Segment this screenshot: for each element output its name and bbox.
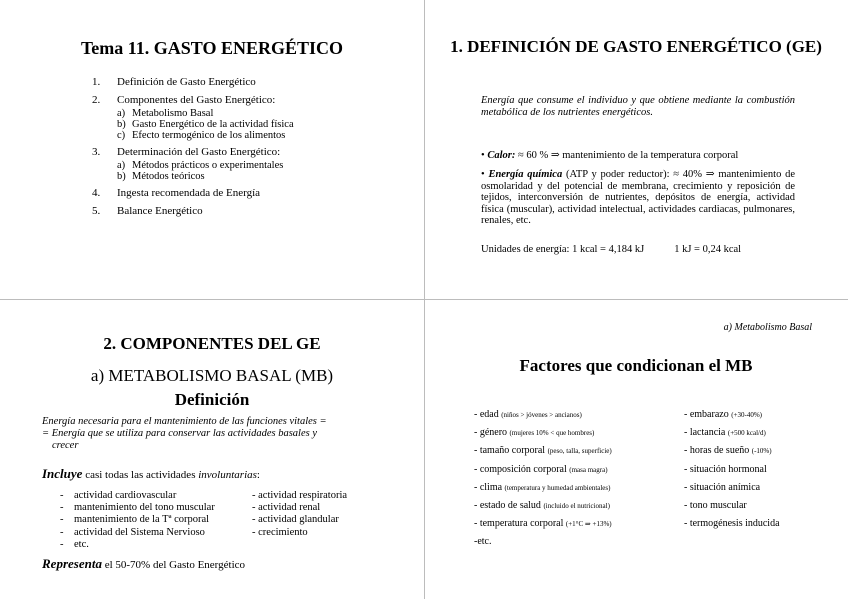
sublist-text: Métodos prácticos o experimentales [132, 160, 284, 171]
factor-note: (masa magra) [569, 465, 608, 474]
definition-line: crecer [52, 440, 79, 451]
slide-4 [424, 300, 848, 599]
activity-item: etc. [74, 538, 89, 550]
list-number: 5. [92, 205, 101, 217]
factor-note: (temperatura y humedad ambientales) [504, 483, 611, 492]
factor-name: - situación hormonal [684, 463, 767, 475]
factor-name: - termogénesis inducida [684, 518, 780, 530]
units-kcal: Unidades de energía: 1 kcal = 4,184 kJ [481, 244, 645, 255]
sublist-text: Efecto termogénico de los alimentos [132, 130, 286, 141]
sublist [117, 108, 294, 141]
factor-item [474, 461, 612, 479]
factors-right-column [684, 406, 780, 533]
factor-name: - horas de sueño [684, 445, 750, 457]
factor-name: - estado de salud [474, 500, 541, 512]
factor-name: - tamaño corporal [474, 445, 546, 457]
factor-name: - clima [474, 481, 503, 493]
activity-item: - actividad respiratoria [252, 490, 348, 501]
sublist-item [117, 130, 294, 141]
sublist-letter: c) [117, 130, 126, 141]
list-number: 2. [92, 94, 101, 106]
activity-row: - mantenimiento de la Tª corporal - actividad glandular [60, 514, 392, 526]
activity-item: actividad cardiovascular [74, 490, 177, 501]
slide-3-subtitle: a) METABOLISMO BASAL (MB) [90, 366, 334, 385]
representa-text: el 50-70% del Gasto Energético [104, 559, 246, 571]
energia-quimica-bullet: • Energía química (ATP y poder reductor): ≈ 40% ⇒ mantenimiento de osmolaridad y del potencial de membrana, crecimiento y reposición de tejidos, interconversión de nutrientes, depósitos de energía, actividad física (muscular), actividad intelectual, actividades cardiacas, pulmonares, renales, etc. [481, 169, 795, 226]
sublist [117, 160, 294, 182]
activity-item [252, 539, 392, 551]
activities-list [60, 490, 392, 551]
incluye-text: casi todas las actividades [85, 469, 196, 481]
units-kj: 1 kJ = 0,24 kcal [674, 244, 742, 255]
activity-item: - crecimiento [252, 526, 308, 538]
slide-1-title: Tema 11. GASTO ENERGÉTICO [80, 38, 344, 58]
factor-note: (+30-40%) [731, 411, 762, 419]
factor-item [474, 424, 612, 442]
sublist-text: Gasto Energético de la actividad física [132, 119, 294, 130]
sublist-item [117, 119, 294, 130]
activity-item: - actividad glandular [252, 514, 339, 526]
factor-item [474, 406, 612, 424]
factor-item [684, 497, 780, 515]
quimica-text: (ATP y poder reductor): ≈ 40% ⇒ mantenimiento de osmolaridad y del potencial de membrana, crecimiento y reposición de tejidos, interconversión de nutrientes, depósitos de energía, actividad física (muscular), actividad intelectual, actividades cardiacas, pulmonares, renales, etc. [481, 169, 795, 226]
activity-item: actividad del Sistema Nervioso [74, 526, 205, 538]
sublist-letter: b) [117, 171, 126, 182]
sublist-letter: b) [117, 119, 126, 130]
factor-name: - edad [474, 409, 499, 420]
list-text: Ingesta recomendada de Energía [117, 187, 261, 199]
factor-name: - situación anímica [684, 481, 761, 493]
sublist-item [117, 160, 294, 171]
sublist-item [117, 171, 294, 182]
factor-name: - lactancia [684, 427, 726, 439]
sublist-text: Metabolismo Basal [132, 108, 214, 119]
slide-3 [0, 300, 424, 599]
factors-left-column [474, 406, 612, 552]
list-item [92, 94, 294, 141]
quimica-label: Energía química [488, 169, 563, 180]
sublist-letter: a) [117, 160, 126, 171]
activity-item: mantenimiento del tono muscular [74, 502, 215, 514]
incluye-line [42, 466, 260, 482]
factor-name: - tono muscular [684, 500, 747, 512]
slide-3-heading: Definición [174, 390, 250, 409]
factor-note: (-10%) [751, 447, 772, 456]
factor-note: (incluido el nutricional) [543, 502, 610, 511]
factor-name: - género [474, 427, 508, 439]
factor-note: (peso, talla, superficie) [547, 447, 612, 456]
factor-name: - composición corporal [474, 463, 567, 475]
list-text: Definición de Gasto Energético [117, 76, 256, 88]
slide-2 [424, 0, 848, 299]
activity-row: - etc. [60, 539, 392, 551]
list-number: 1. [92, 76, 101, 88]
definition-line: Energía necesaria para el mantenimiento de las funciones vitales = [42, 416, 327, 427]
factor-item [474, 533, 612, 551]
representa-label: Representa [42, 556, 102, 571]
factor-item [684, 479, 780, 497]
definition-line: = Energía que se utiliza para conservar las actividades basales y [42, 428, 317, 439]
sublist-text: Métodos teóricos [132, 171, 205, 182]
representa-line [42, 556, 245, 572]
topics-list [92, 76, 294, 223]
activity-row: - mantenimiento del tono muscular - actividad renal [60, 502, 392, 514]
factor-item [474, 497, 612, 515]
factor-item [474, 515, 612, 533]
activity-row: - actividad cardiovascular - actividad respiratoria [60, 490, 392, 502]
factor-note: (+500 kcal/d) [727, 429, 766, 438]
calor-label: Calor: [487, 150, 516, 161]
factor-item [474, 479, 612, 497]
incluye-emphasis: involuntarias [198, 469, 257, 481]
sublist-item [117, 108, 294, 119]
mb-definition [42, 416, 392, 452]
ge-definition: Energía que consume el individuo y que obtiene mediante la combustión metabólica de los nutrientes energéticos. [481, 95, 795, 118]
section-note: a) Metabolismo Basal [723, 322, 812, 333]
list-text: Balance Energético [117, 205, 203, 217]
slide-2-title: 1. DEFINICIÓN DE GASTO ENERGÉTICO (GE) [450, 37, 822, 56]
slide-4-title: Factores que condicionan el MB [519, 356, 753, 375]
factor-item [684, 424, 780, 442]
sublist-letter: a) [117, 108, 126, 119]
calor-text: ≈ 60 % ⇒ mantenimiento de la temperatura corporal [517, 150, 739, 161]
list-item [92, 146, 294, 182]
factor-item [474, 442, 612, 460]
activity-row: - actividad del Sistema Nervioso - crecimiento [60, 527, 392, 539]
factor-note: (mujeres 10% < que hombres) [509, 429, 595, 438]
list-item [92, 76, 294, 89]
factor-item [684, 442, 780, 460]
slide-3-title: 2. COMPONENTES DEL GE [103, 334, 321, 353]
list-number: 3. [92, 146, 101, 158]
list-item [92, 187, 294, 200]
factor-note: (+1°C ⇒ +13%) [565, 520, 612, 529]
factor-item [684, 515, 780, 533]
factor-name: -etc. [474, 536, 492, 548]
factor-note: (niños > jóvenes > ancianos) [501, 411, 582, 419]
factor-item [684, 406, 780, 424]
list-item [92, 205, 294, 218]
slide-1 [0, 0, 424, 299]
list-text: Componentes del Gasto Energético: [117, 94, 276, 106]
energy-units [481, 244, 741, 255]
incluye-colon: : [256, 469, 260, 481]
list-number: 4. [92, 187, 101, 199]
calor-bullet: • Calor: ≈ 60 % ⇒ mantenimiento de la temperatura corporal [481, 150, 739, 161]
factor-name: - temperatura corporal [474, 518, 564, 530]
list-text: Determinación del Gasto Energético: [117, 146, 281, 158]
factor-name: - embarazo [684, 409, 729, 420]
incluye-label: Incluye [42, 466, 83, 481]
factor-item [684, 461, 780, 479]
activity-item: - actividad renal [252, 502, 321, 514]
activity-item: mantenimiento de la Tª corporal [74, 514, 210, 526]
